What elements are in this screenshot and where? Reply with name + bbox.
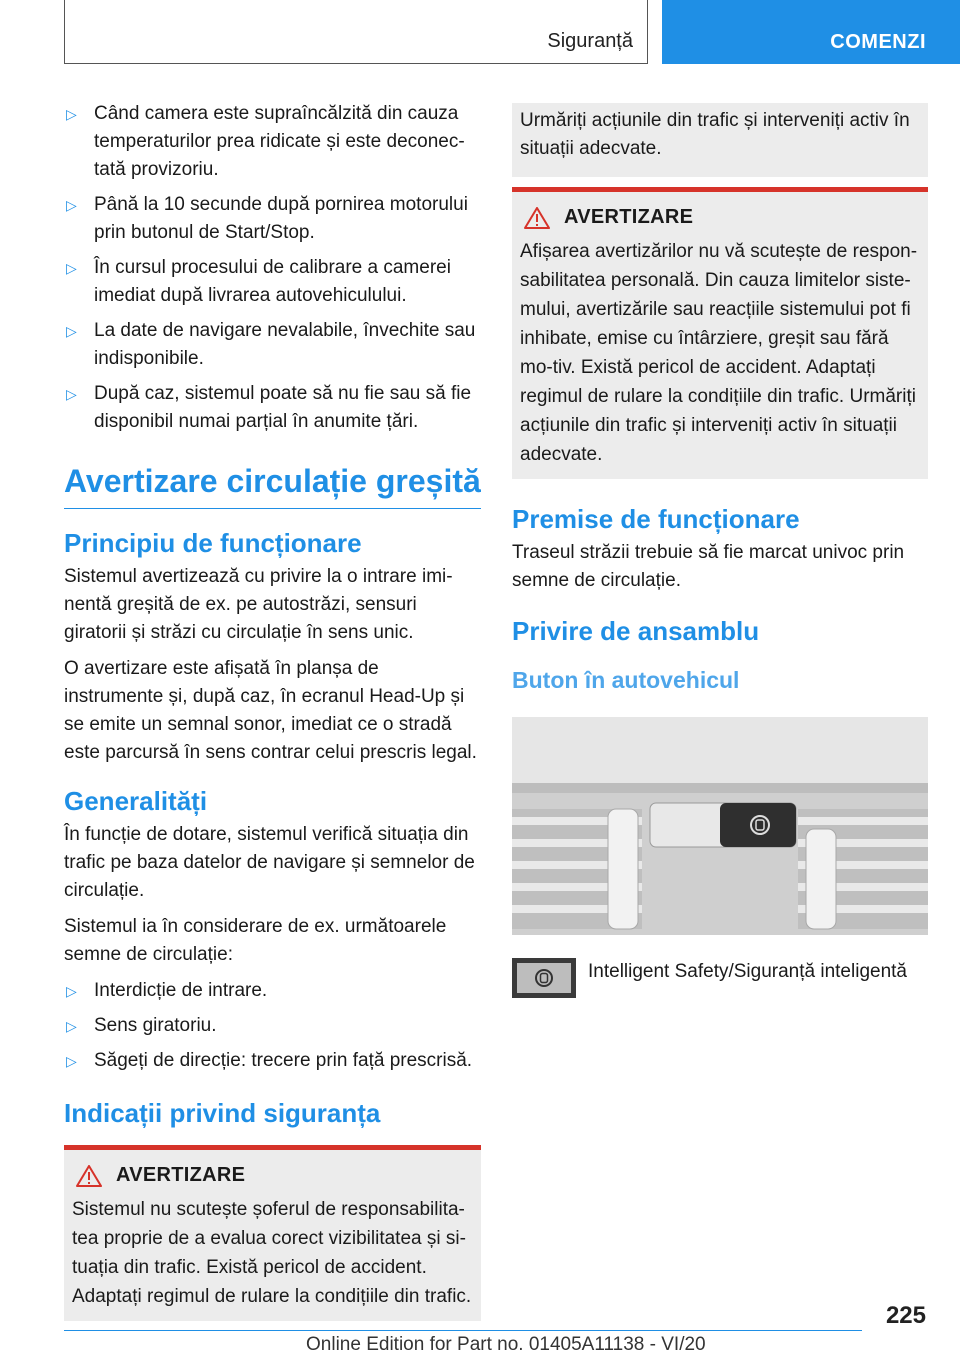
intro-bullet-list bbox=[64, 100, 481, 436]
premise-text: Traseul străzii trebuie să fie marcat univoc prin semne de circulație. bbox=[512, 542, 905, 591]
dashboard-button-photo bbox=[512, 717, 928, 935]
note-text: Urmăriți acțiunile din trafic și interveniți activ în situații adecvate. bbox=[520, 110, 910, 159]
principle-heading: Principiu de funcționare bbox=[64, 528, 362, 558]
header-section-box bbox=[64, 0, 648, 64]
list-item: ▷ Sens giratoriu. bbox=[64, 1012, 481, 1040]
left-column bbox=[64, 100, 481, 1321]
safety-heading: Indicații privind siguranța bbox=[64, 1098, 381, 1128]
triangle-bullet-icon: ▷ bbox=[66, 260, 77, 276]
warning-triangle-icon bbox=[524, 207, 550, 229]
header-section-title: Siguranță bbox=[547, 30, 633, 52]
right-column bbox=[512, 103, 928, 998]
left-air-vent bbox=[512, 809, 642, 929]
warning-title bbox=[72, 1164, 473, 1187]
overview-heading: Privire de ansamblu bbox=[512, 616, 760, 646]
photo-caption bbox=[512, 958, 928, 998]
triangle-bullet-icon: ▷ bbox=[66, 1018, 77, 1034]
list-item: ▷ Săgeți de direcție: trecere prin față prescrisă. bbox=[64, 1047, 481, 1075]
button-heading: Buton în autovehicul bbox=[512, 667, 740, 693]
footer-edition: Online Edition for Part no. 01405A11138 - VI/20 bbox=[306, 1334, 706, 1355]
header-tab[interactable] bbox=[662, 0, 960, 64]
warning-label: AVERTIZARE bbox=[564, 206, 694, 228]
warning-text: Afișarea avertizărilor nu vă scutește de respon-sabilitatea personală. Din cauza limitelor siste-mului, avertizările sau reacțiile sistemului pot fi inhibate, emise cu întârziere, greșit sau fără mo-tiv. Există pericol de accident. Adaptați regimul de rulare la condițiile din trafic. Urmăriți acțiunile din trafic și interveniți activ în situații adecvate. bbox=[520, 241, 918, 465]
warning-label: AVERTIZARE bbox=[116, 1164, 246, 1186]
list-item: ▷ Interdicție de intrare. bbox=[64, 977, 481, 1005]
list-item: ▷ După caz, sistemul poate să nu fie sau să fie disponibil numai parțial în anumite țări. bbox=[64, 380, 481, 436]
sign-bullet-list bbox=[64, 977, 481, 1075]
principle-paragraph-1: Sistemul avertizează cu privire la o intrare imi-nentă greșită de ex. pe autostrăzi, sensuri giratorii și străzi cu circulație în sens unic. bbox=[64, 566, 453, 643]
triangle-bullet-icon: ▷ bbox=[66, 323, 77, 339]
warning-box bbox=[64, 1145, 481, 1321]
warning-triangle-icon bbox=[76, 1165, 102, 1187]
general-paragraph-2: Sistemul ia în considerare de ex. următoarele semne de circulație: bbox=[64, 916, 447, 965]
list-item: ▷ Când camera este supraîncălzită din cauza temperaturilor prea ridicate și este deconec-tată provizoriu. bbox=[64, 100, 481, 184]
general-paragraph-1: În funcție de dotare, sistemul verifică situația din trafic pe baza datelor de navigare și semnelor de circulație. bbox=[64, 824, 475, 901]
premise-heading: Premise de funcționare bbox=[512, 504, 800, 534]
triangle-bullet-icon: ▷ bbox=[66, 983, 77, 999]
caption-text: Intelligent Safety/Siguranță inteligentă bbox=[588, 961, 907, 982]
header-tab-label: COMENZI bbox=[830, 31, 926, 53]
main-title: Avertizare circulație greșită bbox=[64, 462, 481, 509]
intelligent-safety-button-icon bbox=[512, 958, 576, 998]
warning-title bbox=[520, 206, 920, 229]
note-box bbox=[512, 103, 928, 177]
list-item: ▷ La date de navigare nevalabile, învechite sau indisponibile. bbox=[64, 317, 481, 373]
warning-text: Sistemul nu scutește șoferul de responsabilita-tea proprie de a evalua corect vizibilitatea și si-tuația din trafic. Există pericol de accident. Adaptați regimul de rulare la condițiile din trafic. bbox=[72, 1199, 472, 1307]
triangle-bullet-icon: ▷ bbox=[66, 106, 77, 122]
page-number: 225 bbox=[885, 1302, 926, 1329]
general-heading: Generalități bbox=[64, 786, 208, 816]
triangle-bullet-icon: ▷ bbox=[66, 1053, 77, 1069]
footer-divider bbox=[64, 1330, 862, 1331]
triangle-bullet-icon: ▷ bbox=[66, 197, 77, 213]
right-air-vent bbox=[798, 809, 928, 929]
list-item: ▷ Până la 10 secunde după pornirea motorului prin butonul de Start/Stop. bbox=[64, 191, 481, 247]
warning-box bbox=[512, 187, 928, 479]
principle-paragraph-2: O avertizare este afișată în planșa de instrumente și, după caz, în ecranul Head-Up și se emite un semnal sonor, imediat ce o stradă este parcursă în sens contrar celui prescris legal. bbox=[64, 658, 477, 763]
triangle-bullet-icon: ▷ bbox=[66, 386, 77, 402]
list-item: ▷ În cursul procesului de calibrare a camerei imediat după livrarea autovehiculului. bbox=[64, 254, 481, 310]
